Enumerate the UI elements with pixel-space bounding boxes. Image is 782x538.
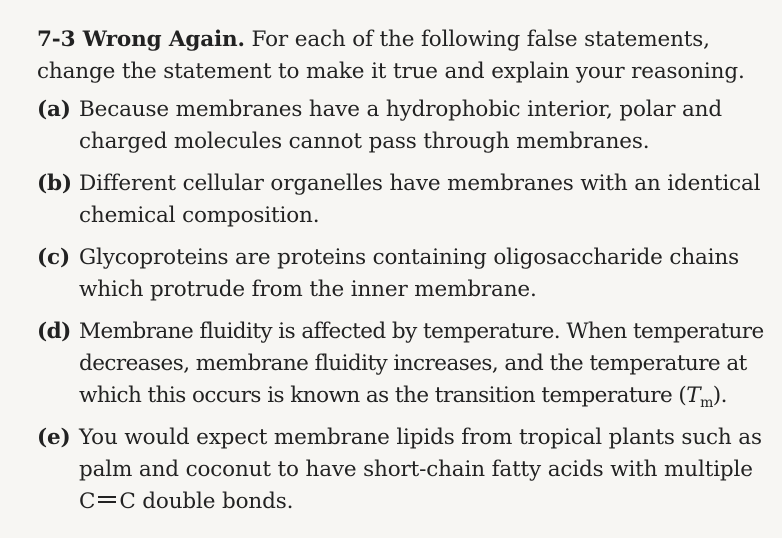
statement-line: which protrude from the inner membrane.: [79, 277, 537, 302]
statement-line: You would expect membrane lipids from tropical plants such as: [79, 425, 762, 450]
statement-label: (e): [37, 425, 71, 450]
statement-text: [79, 422, 762, 518]
statement-line-end: ).: [712, 383, 727, 408]
carbon-atom-right: C: [119, 489, 136, 514]
transition-temperature-symbol: T: [686, 383, 701, 408]
carbon-atom-left: C: [79, 489, 96, 514]
statement-label: (d): [37, 319, 71, 344]
statement-a: [37, 94, 762, 158]
statement-label: (a): [37, 97, 71, 122]
intro-line-2: change the statement to make it true and explain your reasoning.: [37, 59, 745, 84]
statement-b: [37, 168, 762, 232]
statement-line-end: double bonds.: [135, 489, 294, 514]
statement-line-with-symbol: [79, 380, 764, 412]
statement-text: [79, 316, 764, 412]
statement-text: [79, 168, 762, 232]
statement-line: charged molecules cannot pass through membranes.: [79, 129, 650, 154]
transition-temperature-subscript: m: [700, 395, 713, 411]
statement-line: Different cellular organelles have membranes with an identical: [79, 171, 761, 196]
statement-label: (b): [37, 171, 72, 196]
statement-line: chemical composition.: [79, 203, 320, 228]
statement-d: [37, 316, 762, 412]
statement-line-text: which this occurs is known as the transition temperature (: [79, 383, 687, 408]
double-bond-line: [79, 486, 762, 518]
statement-text: [79, 94, 762, 158]
double-bond-icon: [96, 495, 118, 505]
statement-line: decreases, membrane fluidity increases, and the temperature at: [79, 351, 747, 376]
statement-e: [37, 422, 762, 518]
statement-line: Because membranes have a hydrophobic interior, polar and: [79, 97, 722, 122]
statement-line: Glycoproteins are proteins containing oligosaccharide chains: [79, 245, 739, 270]
problem-heading: 7-3 Wrong Again.: [37, 27, 245, 52]
intro-line-1: For each of the following false statements,: [251, 27, 710, 52]
statement-line: palm and coconut to have short-chain fatty acids with multiple: [79, 457, 753, 482]
statement-line: Membrane fluidity is affected by temperature. When temperature: [79, 319, 764, 344]
statement-c: [37, 242, 762, 306]
problem-intro: [37, 24, 762, 88]
statement-text: [79, 242, 762, 306]
statement-label: (c): [37, 245, 70, 270]
